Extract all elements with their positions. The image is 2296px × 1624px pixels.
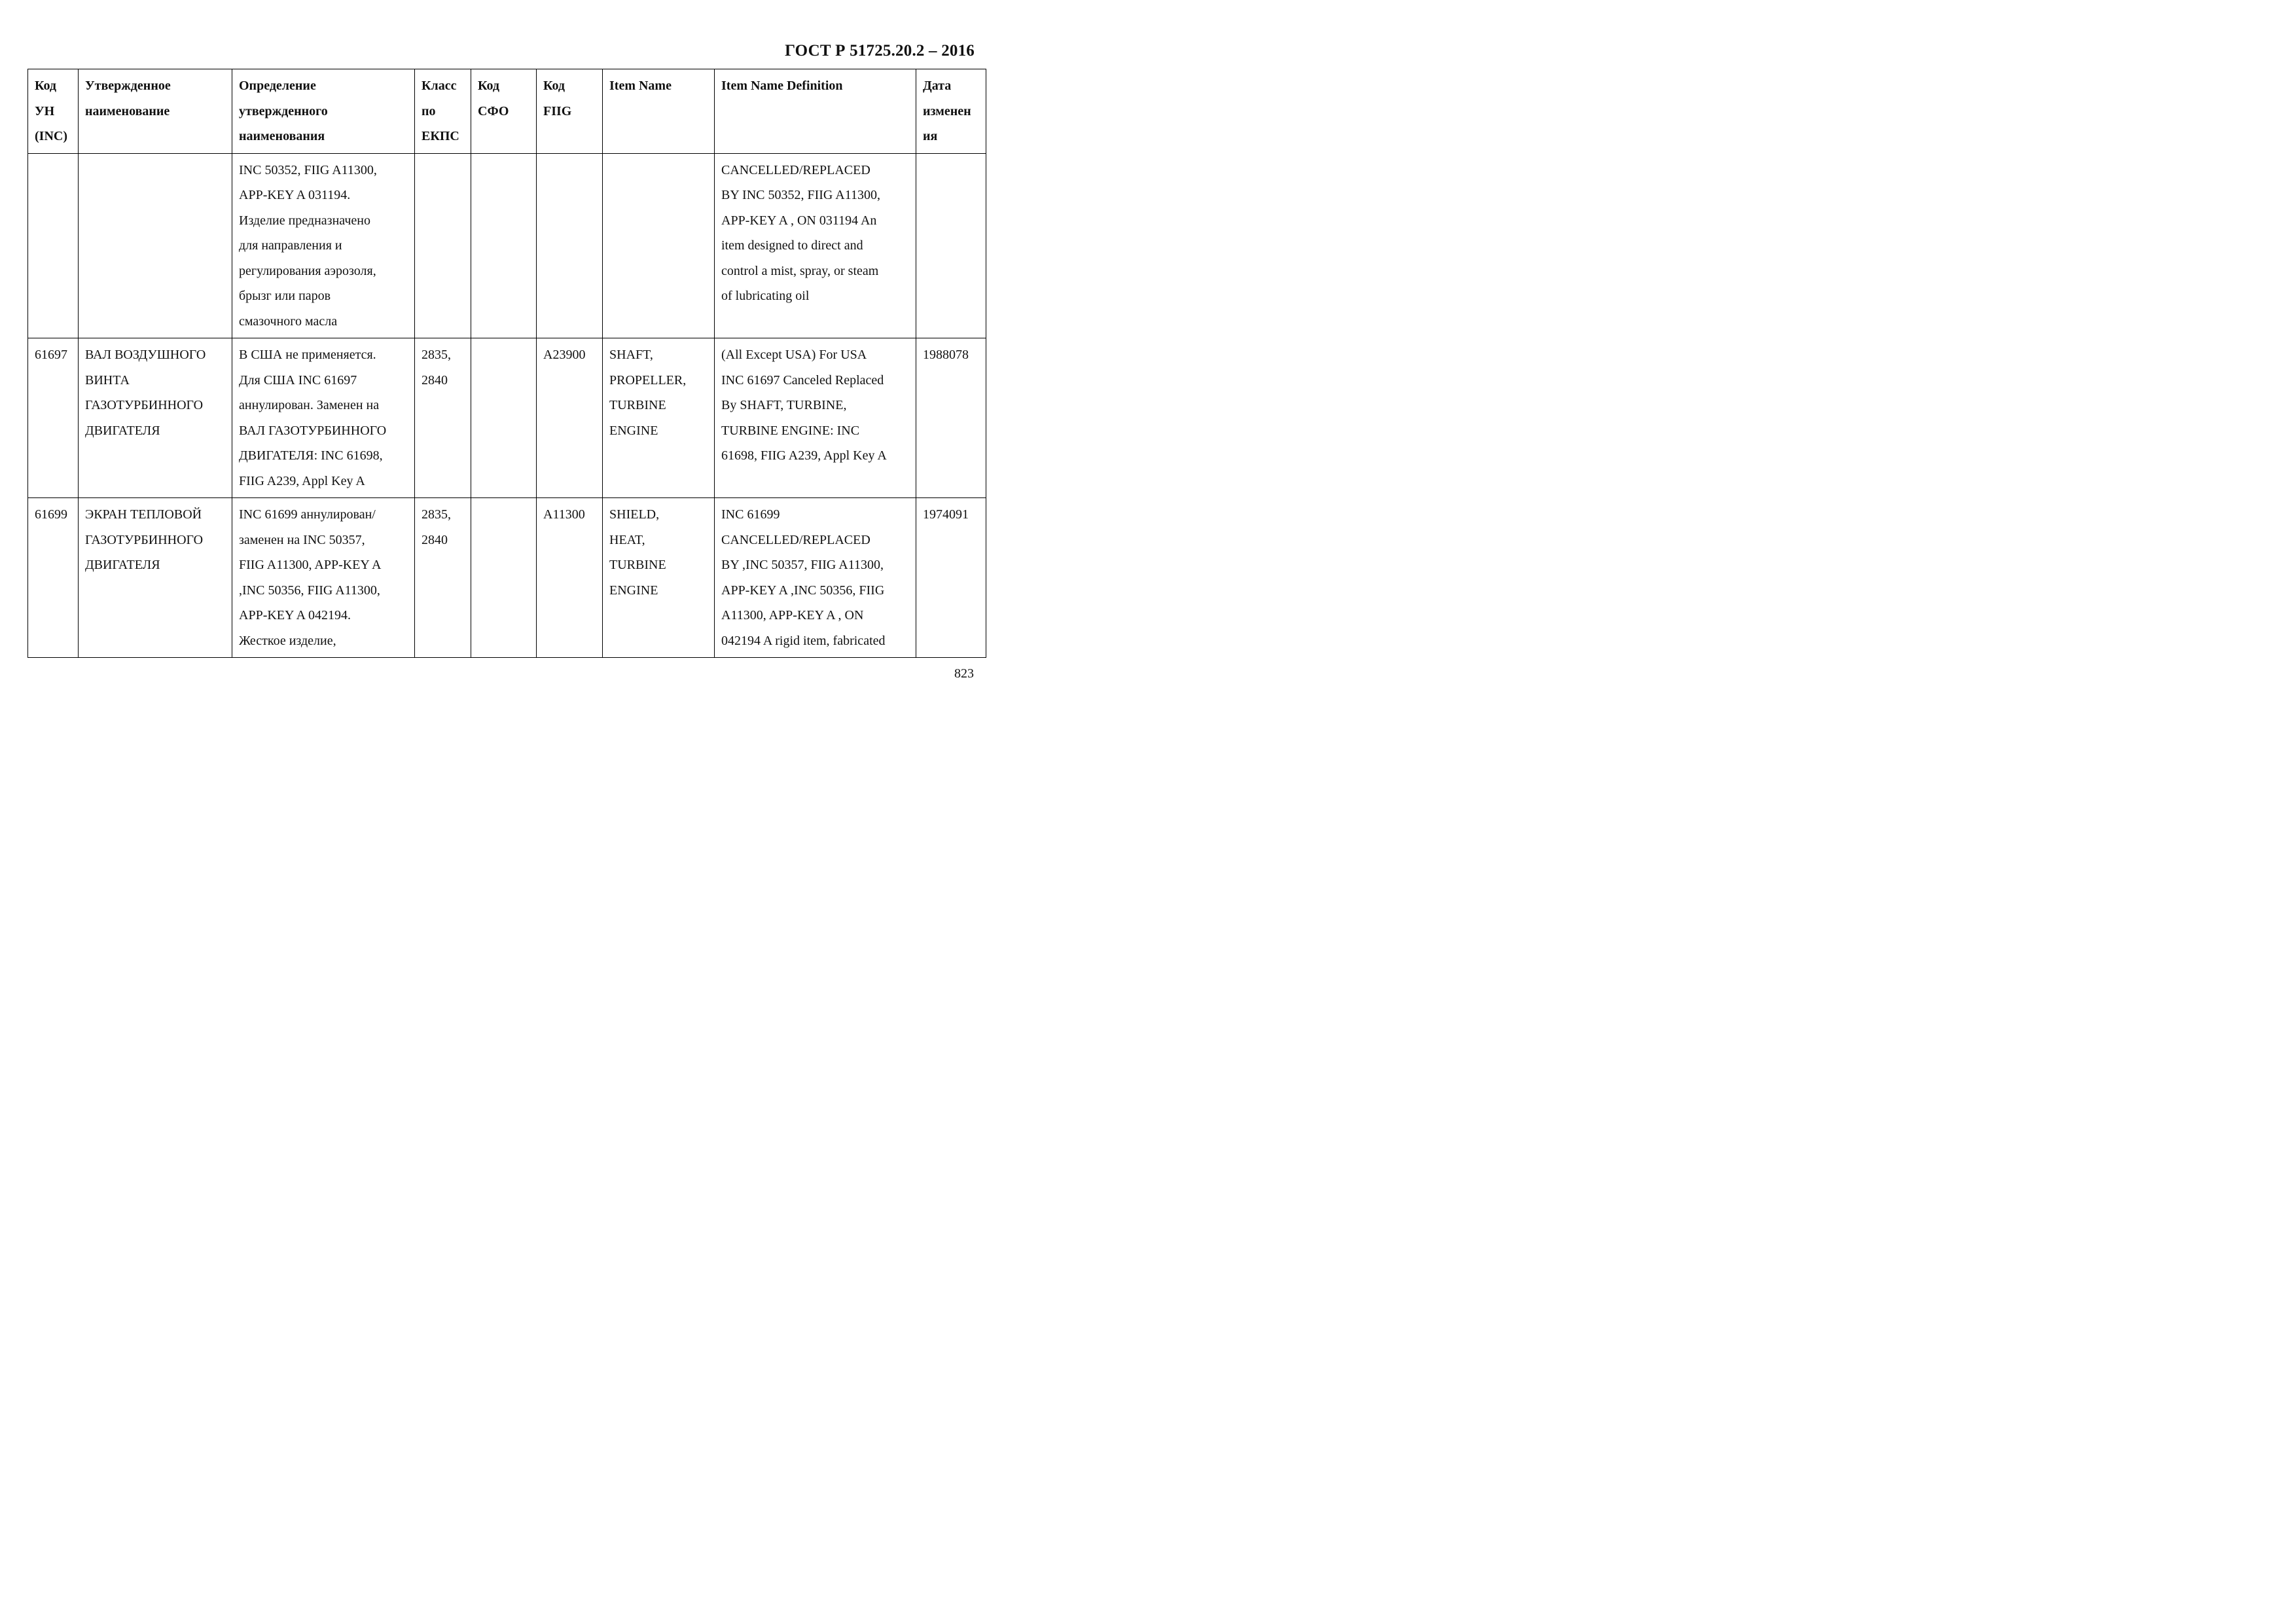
cell-fiig-code: A23900 — [537, 338, 603, 498]
table-row — [28, 338, 986, 498]
cell-ekps-class — [415, 153, 471, 338]
cell-item-name-definition: INC 61699 CANCELLED/REPLACED BY ,INC 50357, FIIG A11300, APP-KEY A ,INC 50356, FIIG A11300, APP-KEY A , ON 042194 A rigid item, fabricated — [715, 498, 916, 658]
cell-change-date: 1974091 — [916, 498, 986, 658]
cell-sfo-code — [471, 338, 537, 498]
cell-item-name — [603, 153, 715, 338]
header-sfo-code: Код СФО — [471, 69, 537, 154]
cell-item-name: SHIELD, HEAT, TURBINE ENGINE — [603, 498, 715, 658]
cell-approved-name-definition: INC 50352, FIIG A11300, APP-KEY A 031194. Изделие предназначено для направления и регулирования аэрозоля, брызг или паров смазочного масла — [232, 153, 415, 338]
cell-ekps-class: 2835, 2840 — [415, 498, 471, 658]
table-row — [28, 153, 986, 338]
cell-inc-code: 61699 — [28, 498, 79, 658]
table-row — [28, 498, 986, 658]
table-header-row — [28, 69, 986, 154]
cell-item-name-definition: (All Except USA) For USA INC 61697 Canceled Replaced By SHAFT, TURBINE, TURBINE ENGINE: INC 61698, FIIG A239, Appl Key A — [715, 338, 916, 498]
header-ekps-class: Класс по ЕКПС — [415, 69, 471, 154]
cell-approved-name: ЭКРАН ТЕПЛОВОЙ ГАЗОТУРБИННОГО ДВИГАТЕЛЯ — [79, 498, 232, 658]
cell-sfo-code — [471, 498, 537, 658]
header-inc-code: Код УН (INC) — [28, 69, 79, 154]
cell-approved-name-definition: В США не применяется. Для США INC 61697 аннулирован. Заменен на ВАЛ ГАЗОТУРБИННОГО ДВИГАТЕЛЯ: INC 61698, FIIG A239, Appl Key A — [232, 338, 415, 498]
cell-fiig-code: A11300 — [537, 498, 603, 658]
header-approved-name: Утвержденное наименование — [79, 69, 232, 154]
cell-approved-name-definition: INC 61699 аннулирован/ заменен на INC 50357, FIIG A11300, APP-KEY A ,INC 50356, FIIG A11300, APP-KEY A 042194. Жесткое изделие, — [232, 498, 415, 658]
cell-change-date: 1988078 — [916, 338, 986, 498]
cell-sfo-code — [471, 153, 537, 338]
cell-item-name-definition: CANCELLED/REPLACED BY INC 50352, FIIG A11300, APP-KEY A , ON 031194 An item designed to direct and control a mist, spray, or steam of lubricating oil — [715, 153, 916, 338]
cell-inc-code — [28, 153, 79, 338]
cell-approved-name — [79, 153, 232, 338]
cell-approved-name: ВАЛ ВОЗДУШНОГО ВИНТА ГАЗОТУРБИННОГО ДВИГАТЕЛЯ — [79, 338, 232, 498]
page-number: 823 — [954, 666, 974, 681]
nomenclature-table — [27, 69, 986, 658]
header-item-name-definition: Item Name Definition — [715, 69, 916, 154]
header-fiig-code: Код FIIG — [537, 69, 603, 154]
cell-inc-code: 61697 — [28, 338, 79, 498]
cell-item-name: SHAFT, PROPELLER, TURBINE ENGINE — [603, 338, 715, 498]
document-header: ГОСТ Р 51725.20.2 – 2016 — [785, 42, 975, 60]
cell-change-date — [916, 153, 986, 338]
header-item-name: Item Name — [603, 69, 715, 154]
header-change-date: Дата изменен ия — [916, 69, 986, 154]
cell-ekps-class: 2835, 2840 — [415, 338, 471, 498]
cell-fiig-code — [537, 153, 603, 338]
header-approved-name-definition: Определение утвержденного наименования — [232, 69, 415, 154]
